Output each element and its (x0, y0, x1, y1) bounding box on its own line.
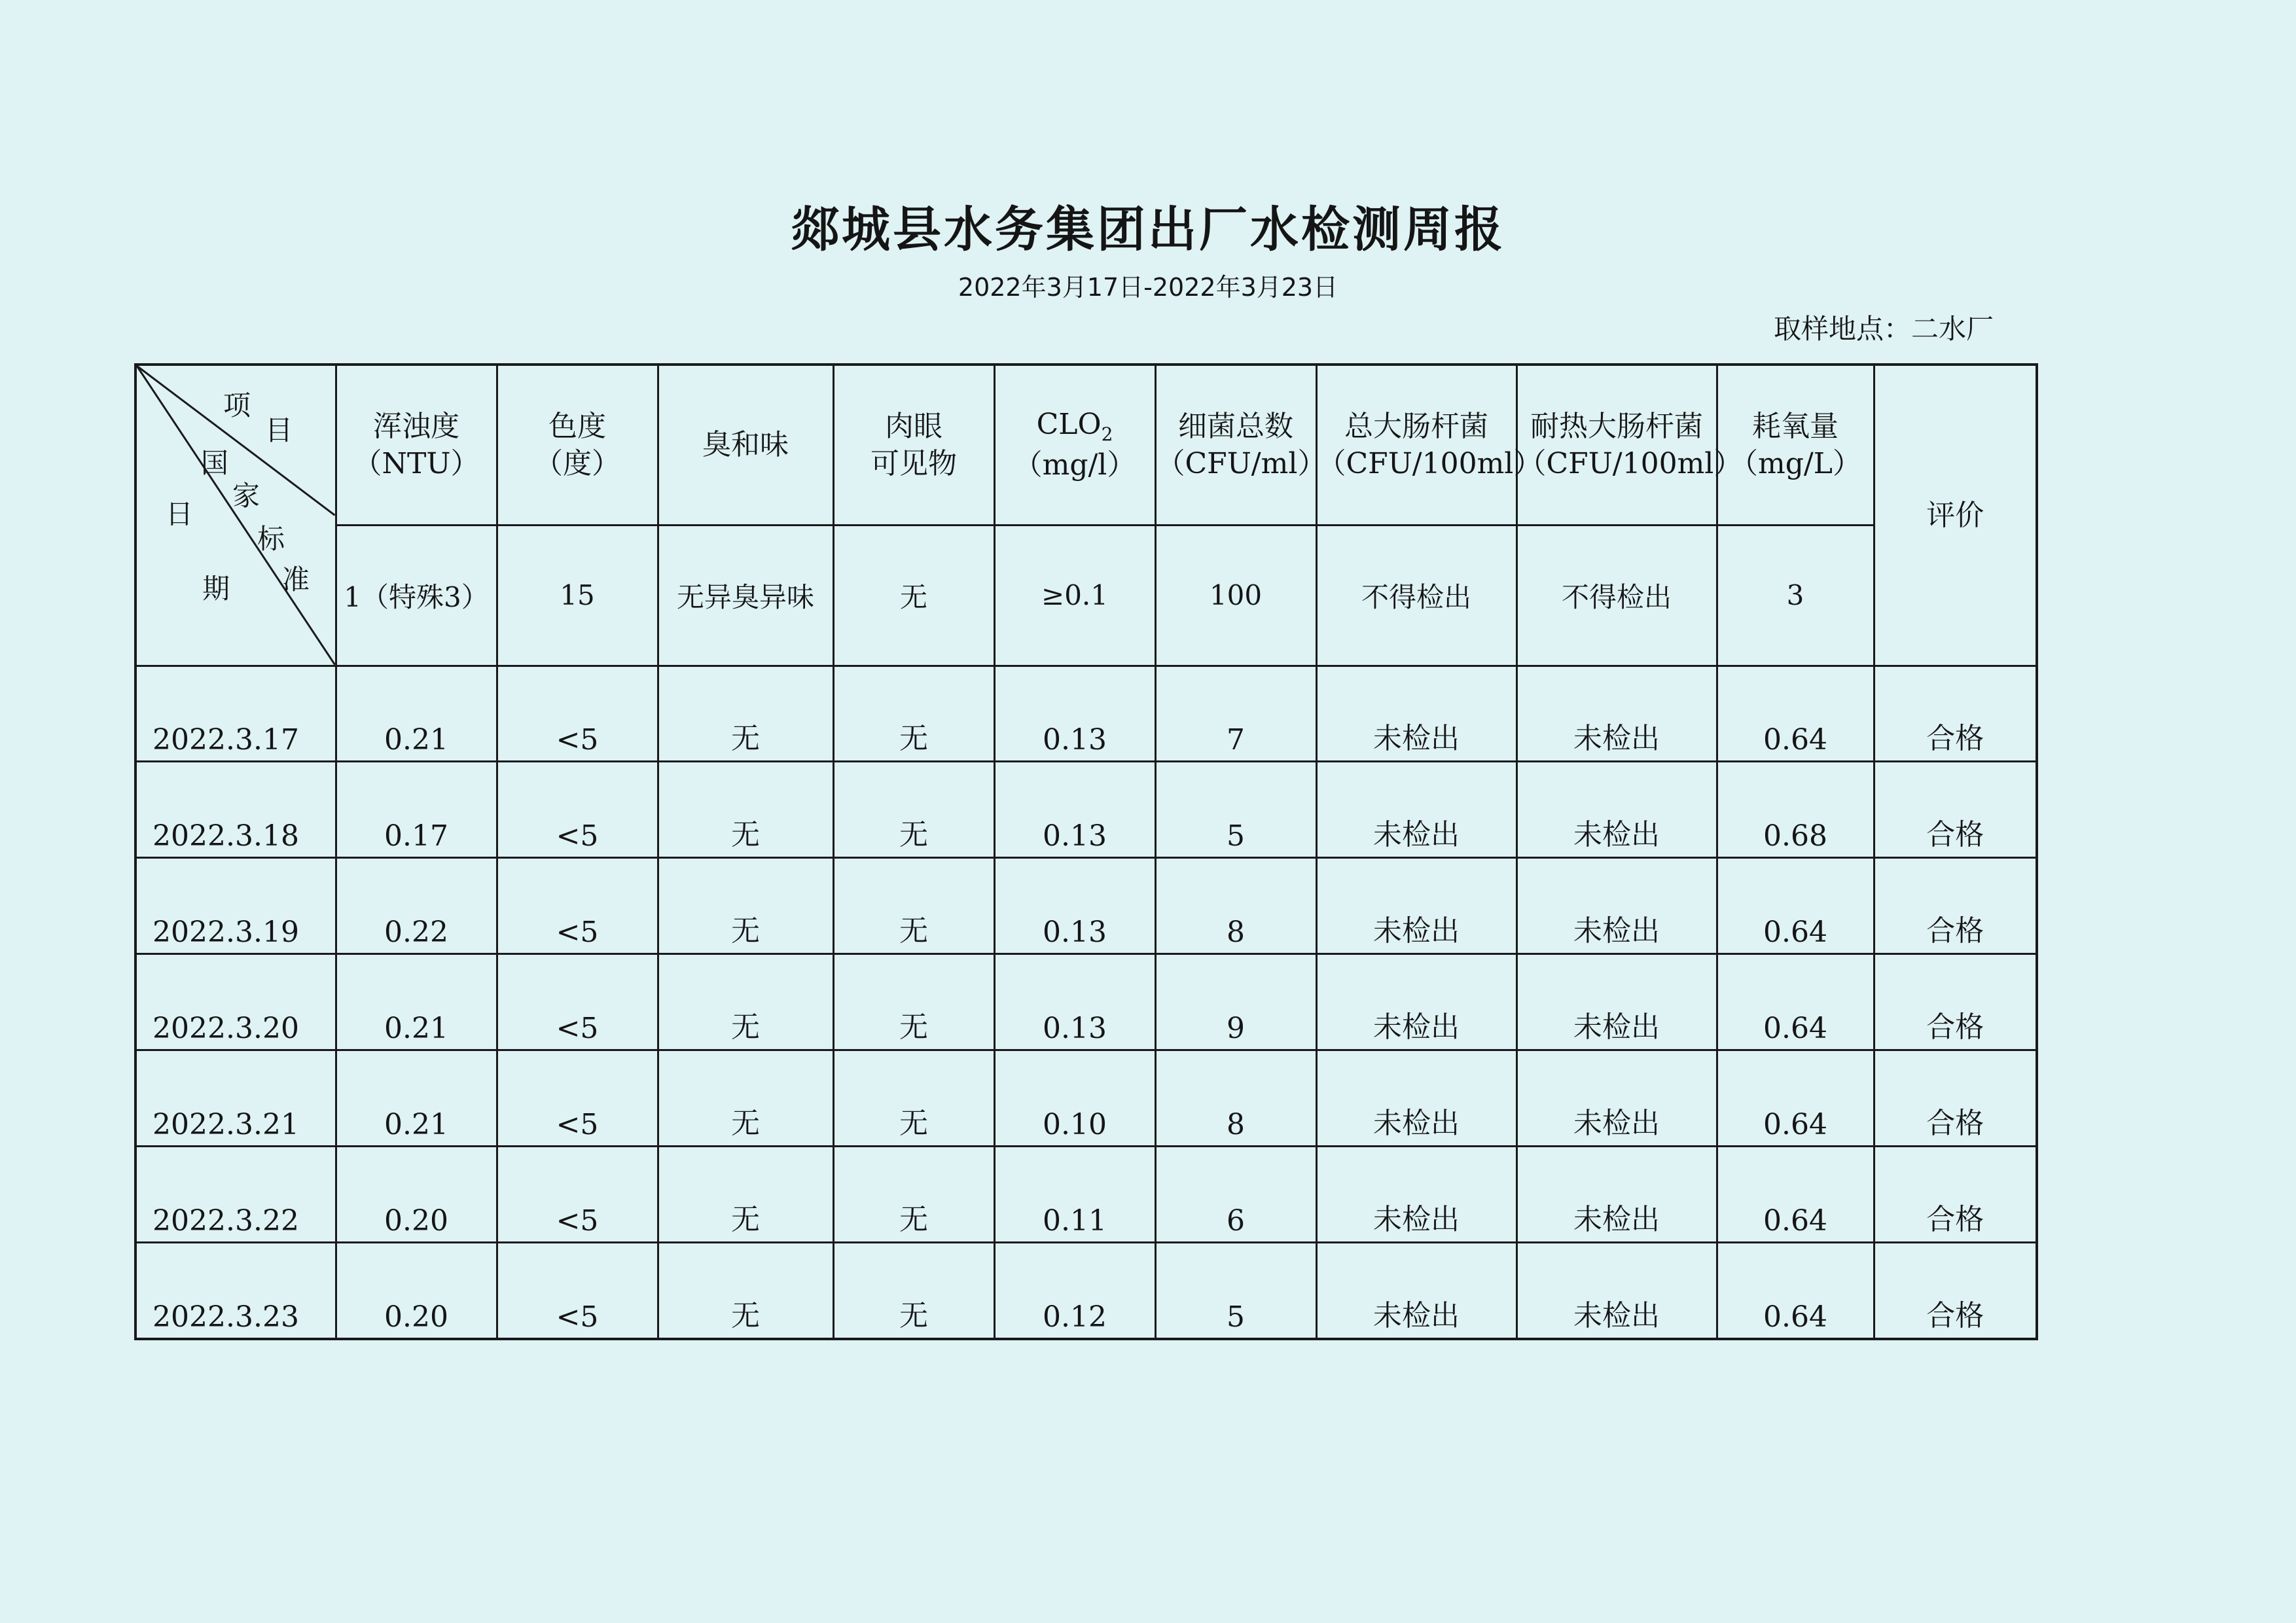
row-oxygen: 0.64 (1717, 1050, 1874, 1146)
corner-item-char-2: 目 (265, 414, 293, 446)
results-body (135, 666, 2037, 1339)
row-coliform: 未检出 (1316, 1242, 1516, 1339)
row-thermo-coliform: 未检出 (1516, 1050, 1717, 1146)
header-coliform: 总大肠杆菌 （CFU/100ml） (1316, 365, 1516, 525)
table-row (135, 858, 2037, 954)
row-clo2: 0.13 (994, 762, 1155, 858)
row-coliform: 未检出 (1316, 858, 1516, 954)
row-turbidity: 0.21 (336, 954, 497, 1050)
row-color: <5 (497, 762, 658, 858)
row-odor: 无 (658, 1146, 833, 1242)
row-evaluation: 合格 (1874, 858, 2037, 954)
row-coliform: 未检出 (1316, 954, 1516, 1050)
corner-date-char-1: 日 (166, 498, 194, 530)
row-date: 2022.3.18 (135, 762, 336, 858)
row-odor: 无 (658, 954, 833, 1050)
row-odor: 无 (658, 1050, 833, 1146)
report-title: 郯城县水务集团出厂水检测周报 (791, 202, 1505, 258)
row-thermo-coliform: 未检出 (1516, 666, 1717, 762)
row-bacteria: 7 (1155, 666, 1316, 762)
row-color: <5 (497, 1146, 658, 1242)
row-evaluation: 合格 (1874, 1242, 2037, 1339)
row-coliform: 未检出 (1316, 1146, 1516, 1242)
row-visible-matter: 无 (833, 666, 994, 762)
row-date: 2022.3.21 (135, 1050, 336, 1146)
row-odor: 无 (658, 1242, 833, 1339)
standard-color: 15 (497, 525, 658, 666)
corner-standard-char-1: 国 (201, 447, 229, 479)
row-oxygen: 0.64 (1717, 954, 1874, 1050)
row-bacteria: 8 (1155, 858, 1316, 954)
row-thermo-coliform: 未检出 (1516, 858, 1717, 954)
row-turbidity: 0.17 (336, 762, 497, 858)
row-bacteria: 5 (1155, 762, 1316, 858)
standard-coliform: 不得检出 (1316, 525, 1516, 666)
row-clo2: 0.11 (994, 1146, 1155, 1242)
row-color: <5 (497, 1050, 658, 1146)
row-turbidity: 0.20 (336, 1242, 497, 1339)
row-visible-matter: 无 (833, 762, 994, 858)
corner-date-char-2: 期 (202, 573, 230, 605)
table-row (135, 1242, 2037, 1339)
row-color: <5 (497, 954, 658, 1050)
row-evaluation: 合格 (1874, 1050, 2037, 1146)
header-color: 色度 （度） (497, 365, 658, 525)
standard-thermo-coliform: 不得检出 (1516, 525, 1717, 666)
row-visible-matter: 无 (833, 1242, 994, 1339)
row-visible-matter: 无 (833, 1146, 994, 1242)
row-odor: 无 (658, 762, 833, 858)
row-bacteria: 8 (1155, 1050, 1316, 1146)
row-clo2: 0.10 (994, 1050, 1155, 1146)
row-date: 2022.3.22 (135, 1146, 336, 1242)
row-odor: 无 (658, 666, 833, 762)
row-turbidity: 0.22 (336, 858, 497, 954)
row-oxygen: 0.64 (1717, 858, 1874, 954)
corner-standard-char-3: 标 (257, 523, 285, 555)
header-thermo-coliform: 耐热大肠杆菌 （CFU/100ml） (1516, 365, 1717, 525)
table-row (135, 762, 2037, 858)
row-turbidity: 0.20 (336, 1146, 497, 1242)
corner-standard-char-2: 家 (232, 480, 260, 512)
row-evaluation: 合格 (1874, 1146, 2037, 1242)
standard-visible-matter: 无 (833, 525, 994, 666)
header-evaluation: 评价 (1874, 365, 2037, 666)
standards-row (135, 525, 2037, 666)
corner-header-cell (135, 365, 336, 666)
row-bacteria: 9 (1155, 954, 1316, 1050)
row-color: <5 (497, 666, 658, 762)
row-oxygen: 0.64 (1717, 1146, 1874, 1242)
standard-bacteria: 100 (1155, 525, 1316, 666)
row-thermo-coliform: 未检出 (1516, 762, 1717, 858)
standard-odor: 无异臭异味 (658, 525, 833, 666)
row-clo2: 0.13 (994, 858, 1155, 954)
row-date: 2022.3.17 (135, 666, 336, 762)
row-odor: 无 (658, 858, 833, 954)
row-coliform: 未检出 (1316, 666, 1516, 762)
row-thermo-coliform: 未检出 (1516, 1146, 1717, 1242)
row-oxygen: 0.68 (1717, 762, 1874, 858)
row-evaluation: 合格 (1874, 954, 2037, 1050)
row-date: 2022.3.23 (135, 1242, 336, 1339)
row-date: 2022.3.19 (135, 858, 336, 954)
row-clo2: 0.13 (994, 666, 1155, 762)
header-row (135, 365, 2037, 525)
row-evaluation: 合格 (1874, 666, 2037, 762)
corner-standard-char-4: 准 (282, 563, 310, 596)
header-bacteria: 细菌总数 （CFU/ml） (1155, 365, 1316, 525)
corner-item-char-1: 项 (223, 389, 251, 421)
row-coliform: 未检出 (1316, 762, 1516, 858)
row-turbidity: 0.21 (336, 666, 497, 762)
standard-oxygen: 3 (1717, 525, 1874, 666)
report-period: 2022年3月17日-2022年3月23日 (958, 273, 1338, 302)
header-turbidity: 浑浊度 （NTU） (336, 365, 497, 525)
header-clo2: $CLO_2$ （mg/l） (994, 365, 1155, 525)
table-row (135, 954, 2037, 1050)
water-quality-table (134, 363, 2038, 1340)
row-bacteria: 5 (1155, 1242, 1316, 1339)
row-thermo-coliform: 未检出 (1516, 954, 1717, 1050)
sampling-location: 取样地点：二水厂 (1773, 313, 1994, 345)
row-oxygen: 0.64 (1717, 1242, 1874, 1339)
row-color: <5 (497, 858, 658, 954)
row-color: <5 (497, 1242, 658, 1339)
table-row (135, 1146, 2037, 1242)
row-bacteria: 6 (1155, 1146, 1316, 1242)
row-clo2: 0.12 (994, 1242, 1155, 1339)
table-row (135, 1050, 2037, 1146)
table-row (135, 666, 2037, 762)
row-visible-matter: 无 (833, 1050, 994, 1146)
row-clo2: 0.13 (994, 954, 1155, 1050)
header-visible-matter: 肉眼 可见物 (833, 365, 994, 525)
row-visible-matter: 无 (833, 858, 994, 954)
header-odor: 臭和味 (658, 365, 833, 525)
row-oxygen: 0.64 (1717, 666, 1874, 762)
standard-clo2: ≥0.1 (994, 525, 1155, 666)
row-evaluation: 合格 (1874, 762, 2037, 858)
row-thermo-coliform: 未检出 (1516, 1242, 1717, 1339)
row-turbidity: 0.21 (336, 1050, 497, 1146)
row-date: 2022.3.20 (135, 954, 336, 1050)
standard-turbidity: 1（特殊3） (336, 525, 497, 666)
row-coliform: 未检出 (1316, 1050, 1516, 1146)
header-oxygen: 耗氧量 （mg/L） (1717, 365, 1874, 525)
row-visible-matter: 无 (833, 954, 994, 1050)
